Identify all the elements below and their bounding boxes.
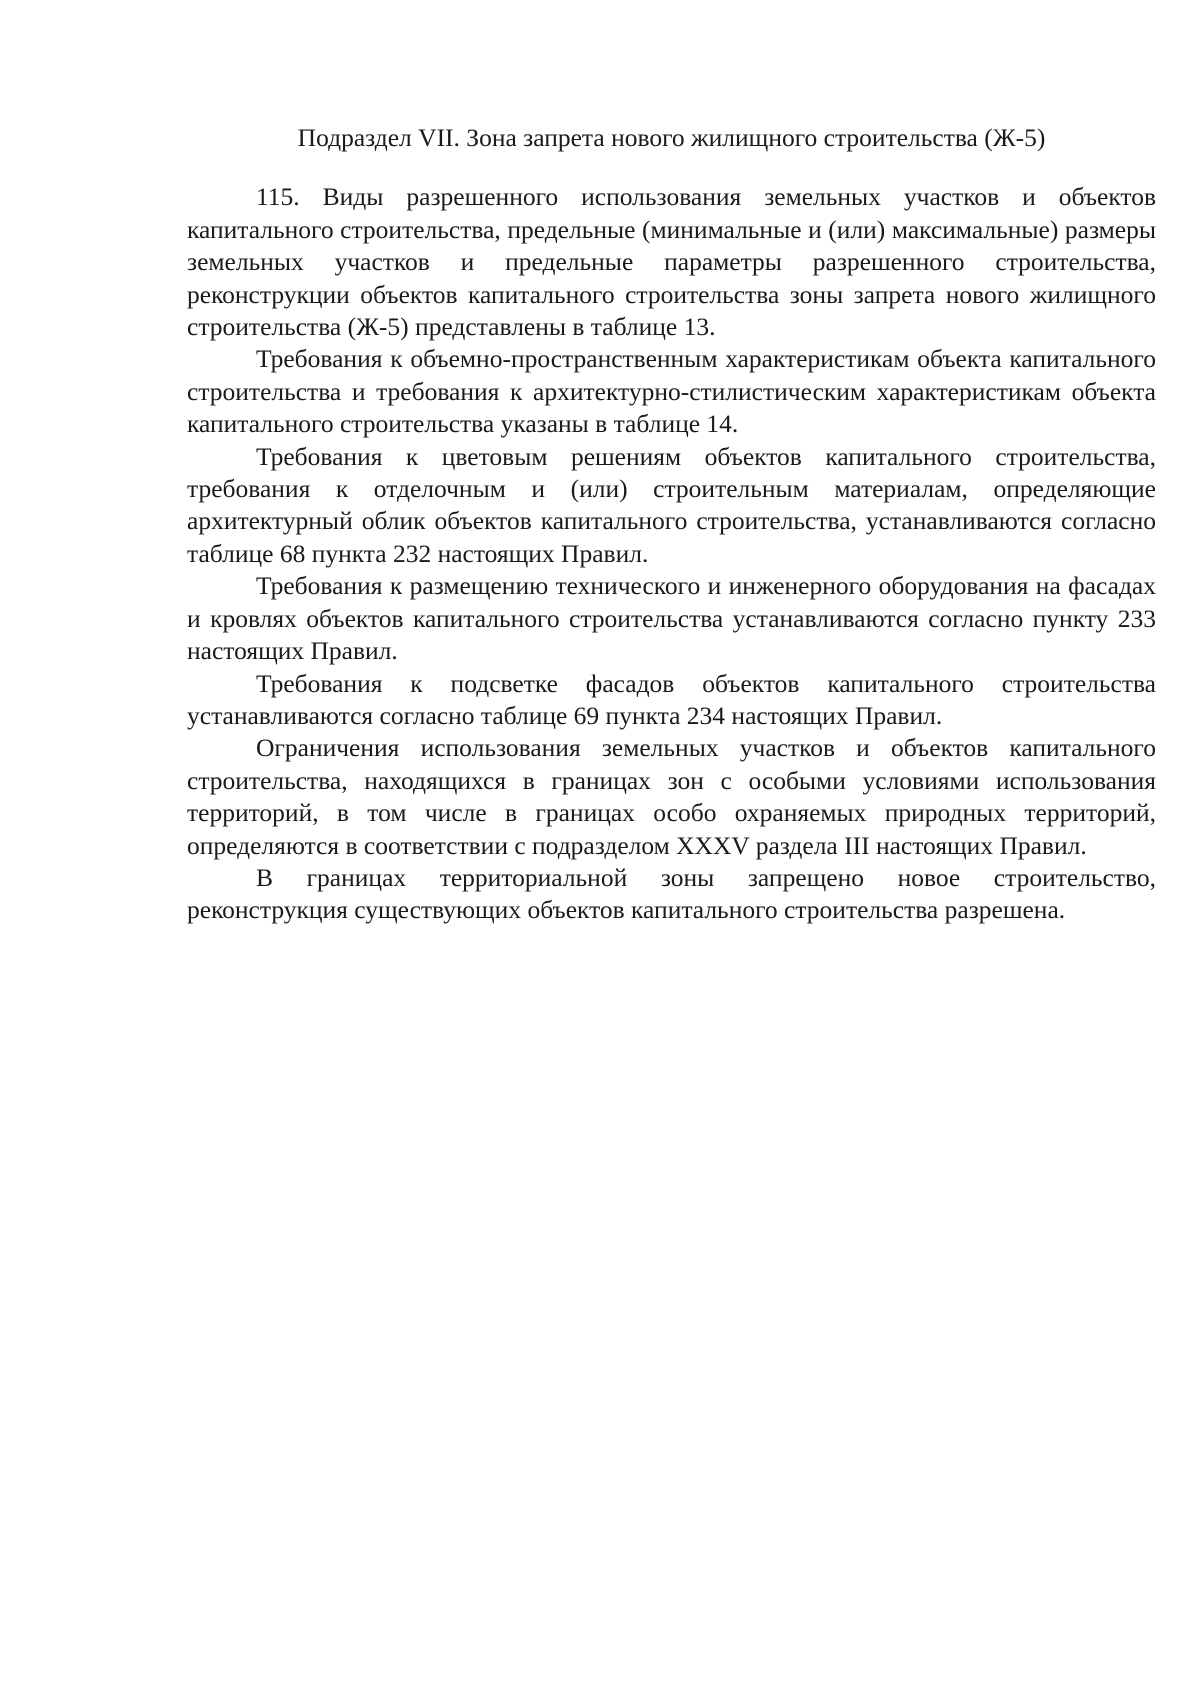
paragraph-usage-restrictions: Ограничения использования земельных участков и объектов капитального строительства, находящихся в границах зон с особыми условиями использования территорий, в том числе в границах особо охраняемых природных территорий, определяются в соответствии с подразделом XXXV раздела III настоящих Правил. <box>187 733 1156 860</box>
paragraph-color-requirements: Требования к цветовым решениям объектов капитального строительства, требования к отделочным и (или) строительным материалам, определяющие архитектурный облик объектов капитального строительства, устанавливаются согласно таблице 68 пункта 232 настоящих Правил. <box>187 441 1156 568</box>
paragraph-lighting-requirements: Требования к подсветке фасадов объектов капитального строительства устанавливаются согласно таблице 69 пункта 234 настоящих Правил. <box>187 668 1156 730</box>
document-body <box>187 122 1156 927</box>
paragraph-volume-requirements: Требования к объемно-пространственным характеристикам объекта капитального строительства и требования к архитектурно-стилистическим характеристикам объекта капитального строительства указаны в таблице 14. <box>187 344 1156 439</box>
paragraph-115: 115. Виды разрешенного использования земельных участков и объектов капитального строительства, предельные (минимальные и (или) максимальные) размеры земельных участков и предельные параметры разрешенного строительства, реконструкции объектов капитального строительства зоны запрета нового жилищного строительства (Ж-5) представлены в таблице 13. <box>187 182 1156 342</box>
subsection-title: Подраздел VII. Зона запрета нового жилищного строительства (Ж-5) <box>297 123 1046 152</box>
paragraph-equipment-requirements: Требования к размещению технического и инженерного оборудования на фасадах и кровлях объектов капитального строительства устанавливаются согласно пункту 233 настоящих Правил. <box>187 571 1156 666</box>
paragraph-construction-ban: В границах территориальной зоны запрещено новое строительство, реконструкция существующих объектов капитального строительства разрешена. <box>187 862 1156 925</box>
